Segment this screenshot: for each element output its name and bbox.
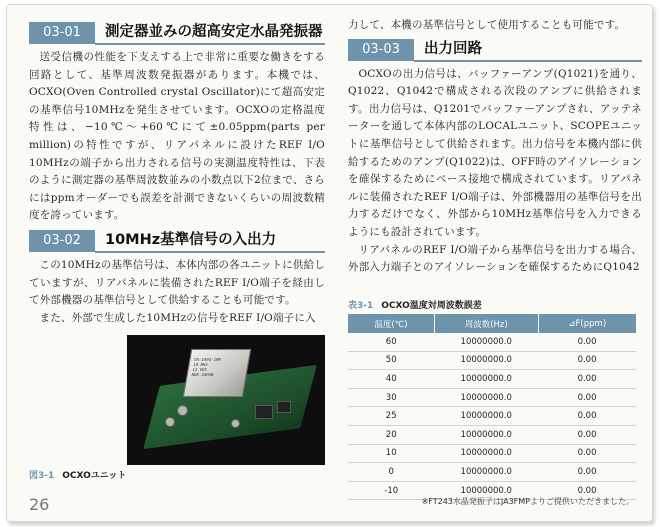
cell-temperature: 0 bbox=[348, 463, 434, 482]
cell-delta-f: 0.00 bbox=[538, 407, 636, 426]
cell-frequency: 10000000.0 bbox=[434, 370, 538, 389]
section-number: 03-03 bbox=[348, 39, 414, 61]
cell-frequency: 10000000.0 bbox=[434, 425, 538, 444]
section-header-03-01 bbox=[29, 21, 325, 45]
page-number: 26 bbox=[29, 495, 50, 514]
table-row bbox=[348, 425, 636, 444]
section-title: 出力回路 bbox=[414, 38, 642, 62]
section-header-03-02 bbox=[29, 229, 325, 253]
cell-temperature: 25 bbox=[348, 407, 434, 426]
cell-delta-f: 0.00 bbox=[538, 351, 636, 370]
cell-temperature: 20 bbox=[348, 425, 434, 444]
header-delta-f: ⊿F(ppm) bbox=[538, 314, 636, 333]
section-body: また、外部で生成した10MHzの信号をREF I/O端子に入 bbox=[39, 311, 316, 324]
capacitor bbox=[231, 419, 240, 428]
section-body: この10MHzの基準信号は、本体内部の各ユニットに供給していますが、リアパネルに装備されたREF I/O端子を経由して外部機器の基準信号として供給することも可能です。 bbox=[29, 258, 325, 307]
table-row bbox=[348, 370, 636, 389]
ocxo-unit-photo bbox=[127, 335, 325, 465]
figure-caption bbox=[29, 468, 126, 481]
section-number: 03-02 bbox=[29, 230, 95, 252]
cell-temperature: 30 bbox=[348, 388, 434, 407]
capacitor bbox=[177, 405, 188, 416]
section-number: 03-01 bbox=[29, 22, 95, 44]
cell-delta-f: 0.00 bbox=[538, 444, 636, 463]
footnote: ※FT243水晶発振子はJA3FMPよりご提供いただきました。 bbox=[421, 497, 634, 506]
table-title: OCXO温度対周波数誤差 bbox=[381, 301, 482, 311]
cell-delta-f: 0.00 bbox=[538, 481, 636, 500]
cell-temperature: 10 bbox=[348, 444, 434, 463]
section-body: 送受信機の性能を下支えする上で非常に重要な働きをする回路として、基準周波数発振器があります。本機では、OCXO(Oven Controlled crystal Oscillator)にて超高安定の基準信号10MHzを発生させています。OCXOの定格温度特性は、−10℃〜+60℃にて±0.05ppm(parts per million)の特性ですが、リアパネルに設けたREF I/O 10MHzの端子から出力される信号の実測温度特性は、下表のように測定器の基準周波数並みの小数点以下2位まで、さらにはppmオーダーでも誤差を計測できないくらいの周波数精度を誇っています。 bbox=[29, 51, 325, 222]
cell-frequency: 10000000.0 bbox=[434, 407, 538, 426]
section-body: リアパネルのREF I/O端子から基準信号を出力する場合、外部入力端子とのアイソレーションを確保するためにQ1042 bbox=[348, 243, 642, 274]
header-temperature: 温度(℃) bbox=[348, 314, 434, 333]
temperature-frequency-table bbox=[348, 314, 636, 500]
cell-frequency: 10000000.0 bbox=[434, 333, 538, 351]
section-title: 測定器並みの超高安定水晶発振器 bbox=[95, 21, 325, 45]
cell-delta-f: 0.00 bbox=[538, 425, 636, 444]
table-row bbox=[348, 444, 636, 463]
continued-text: 力して、本機の基準信号として使用することも可能です。 bbox=[348, 19, 626, 31]
cell-temperature: 60 bbox=[348, 333, 434, 351]
cell-frequency: 10000000.0 bbox=[434, 351, 538, 370]
header-frequency: 周波数(Hz) bbox=[434, 314, 538, 333]
section-body: OCXOの出力信号は、バッファーアンプ(Q1021)を通り、Q1022、Q1042で構成される次段のアンプに供給されます。出力信号は、Q1201でバッファーアンプされ、アッテネーターを通して本体内部のLOCALユニット、SCOPEユニットに基準信号として供給されます。出力信号を本機内部に供給するためのアンプ(Q1022)は、OFF時のアイソレーションを確保するためにベース接地で構成されています。リアパネルに装備されたREF I/O端子は、外部機器用の基準信号を出力するだけでなく、外部から10MHz基準信号を入力できるようにも設計されています。 bbox=[348, 67, 642, 238]
section-title: 10MHz基準信号の入出力 bbox=[95, 229, 325, 253]
cell-frequency: 10000000.0 bbox=[434, 481, 538, 500]
left-column bbox=[29, 21, 325, 327]
cell-frequency: 10000000.0 bbox=[434, 388, 538, 407]
table-caption bbox=[348, 298, 482, 311]
cell-delta-f: 0.00 bbox=[538, 370, 636, 389]
cell-temperature: 40 bbox=[348, 370, 434, 389]
table-row bbox=[348, 407, 636, 426]
table-row bbox=[348, 351, 636, 370]
cell-delta-f: 0.00 bbox=[538, 333, 636, 351]
figure-number: 図3-1 bbox=[29, 471, 55, 481]
figure-title: OCXOユニット bbox=[62, 471, 127, 481]
table-number: 表3-1 bbox=[348, 301, 374, 311]
cell-temperature: 50 bbox=[348, 351, 434, 370]
cell-frequency: 10000000.0 bbox=[434, 444, 538, 463]
cell-frequency: 10000000.0 bbox=[434, 463, 538, 482]
table-row bbox=[348, 333, 636, 351]
table-row bbox=[348, 463, 636, 482]
cell-delta-f: 0.00 bbox=[538, 463, 636, 482]
ic-chip bbox=[255, 405, 273, 419]
ic-chip bbox=[277, 401, 291, 413]
crystal-label: OX-1004-10M 10 MHz 12 VDC NDK JAPAN bbox=[191, 357, 222, 377]
right-column bbox=[348, 17, 642, 277]
cell-delta-f: 0.00 bbox=[538, 388, 636, 407]
section-header-03-03 bbox=[348, 38, 642, 62]
table-header-row bbox=[348, 314, 636, 333]
capacitor bbox=[165, 417, 175, 427]
book-page bbox=[6, 4, 653, 522]
cell-temperature: -10 bbox=[348, 481, 434, 500]
table-row bbox=[348, 388, 636, 407]
